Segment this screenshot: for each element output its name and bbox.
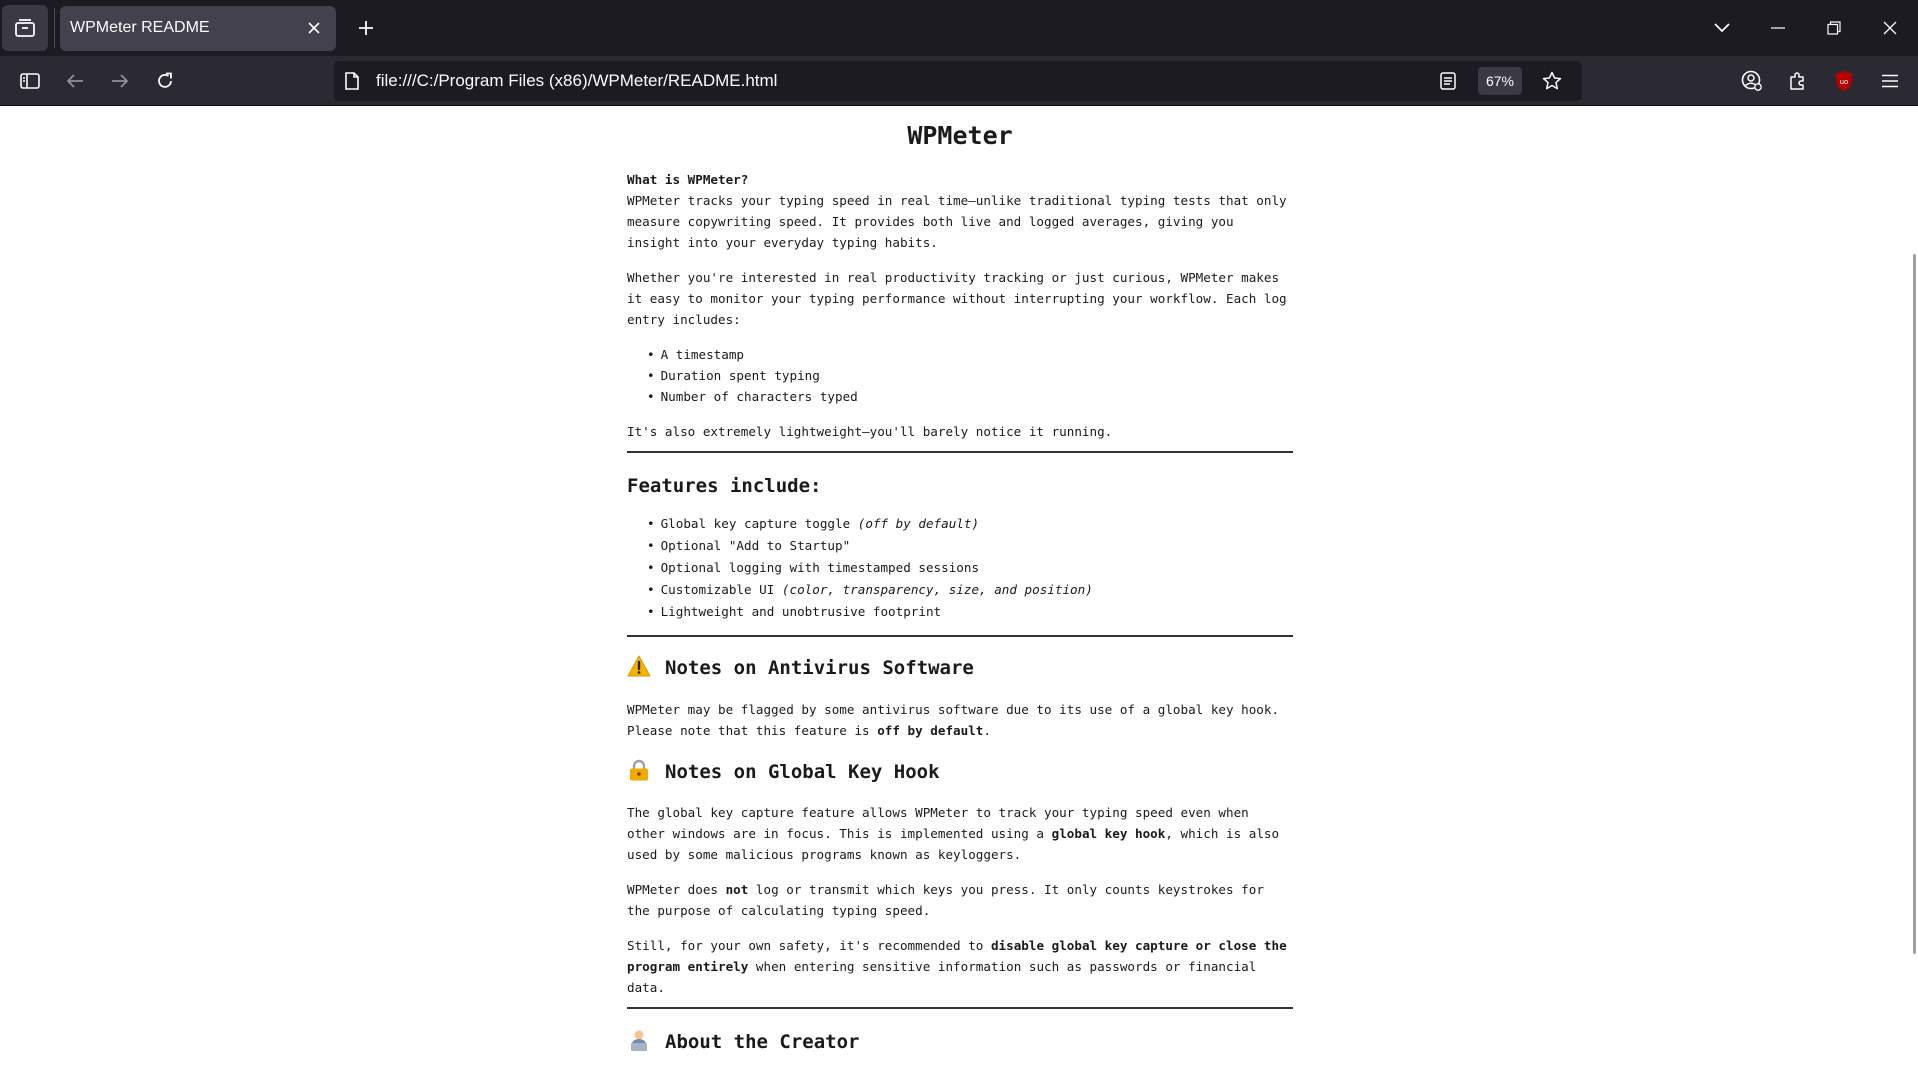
chevron-down-icon [1714, 23, 1730, 33]
address-bar[interactable] [334, 61, 1582, 101]
creator-heading: About the Creator [627, 1029, 1293, 1055]
arrow-right-icon [111, 73, 129, 89]
close-icon [308, 22, 320, 34]
keyhook-paragraph-3: Still, for your own safety, it's recommended to disable global key capture or close the program entirely when entering sensitive information such as passwords or financial data. [627, 938, 1287, 995]
log-entry-list [627, 344, 1293, 407]
url-text[interactable]: file:///C:/Program Files (x86)/WPMeter/README.html [376, 71, 778, 90]
list-item: • Number of characters typed [647, 386, 1293, 407]
list-item: • Lightweight and unobtrusive footprint [647, 601, 1293, 623]
tab-active[interactable] [60, 6, 336, 51]
section-divider [627, 635, 1293, 637]
tab-separator [54, 8, 55, 48]
page-icon [344, 72, 360, 90]
page-viewport[interactable] [0, 106, 1918, 1078]
tab-title: WPMeter README [70, 19, 210, 36]
reader-view-button[interactable] [1428, 61, 1468, 101]
keyhook-paragraph-2: WPMeter does not log or transmit which keys you press. It only counts keystrokes for the purpose of calculating typing speed. [627, 882, 1264, 918]
back-button[interactable] [55, 61, 95, 101]
bookmark-button[interactable] [1532, 61, 1572, 101]
toolbar-right [1726, 61, 1918, 101]
intro-paragraph-1: WPMeter tracks your typing speed in real time—unlike traditional typing tests that only measure copywriting speed. It provides both live and logged averages, giving you insight into your everyday typing habits. [627, 193, 1287, 250]
page-title: WPMeter [907, 121, 1013, 150]
puzzle-icon [1788, 71, 1808, 91]
forward-button[interactable] [100, 61, 140, 101]
reader-view-icon [1440, 72, 1456, 90]
account-icon [1741, 70, 1763, 92]
tab-strip [0, 0, 1918, 56]
intro-paragraph-3: It's also extremely lightweight—you'll barely notice it running. [627, 424, 1113, 439]
star-icon [1542, 71, 1562, 91]
folder-tabs-icon [14, 18, 36, 38]
section-divider [627, 1007, 1293, 1009]
list-item: • A timestamp [647, 344, 1293, 365]
app-menu-button[interactable] [1870, 61, 1910, 101]
list-item: • Customizable UI (color, transparency, size, and position) [647, 579, 1293, 601]
svg-text:uo: uo [1839, 78, 1849, 86]
list-item: • Optional "Add to Startup" [647, 535, 1293, 557]
list-item: • Global key capture toggle (off by default) [647, 513, 1293, 535]
intro-heading: What is WPMeter? [627, 172, 749, 187]
arrow-left-icon [66, 73, 84, 89]
zoom-level-button[interactable]: 67% [1478, 67, 1522, 95]
tab-overview-button[interactable] [2, 5, 48, 51]
ublock-shield-icon [1834, 70, 1854, 92]
tab-close-button[interactable] [302, 16, 326, 40]
list-item: • Duration spent typing [647, 365, 1293, 386]
person-at-computer-icon [627, 1029, 651, 1051]
lock-icon [627, 759, 651, 781]
intro-paragraph-2: Whether you're interested in real productivity tracking or just curious, WPMeter makes it easy to monitor your typing performance without interrupting your workflow. Each log entry includes: [627, 270, 1287, 327]
keyhook-heading: Notes on Global Key Hook [627, 759, 1293, 785]
plus-icon [357, 19, 375, 37]
restore-button[interactable] [1806, 0, 1862, 56]
reload-icon [156, 72, 174, 90]
sidebar-icon [20, 73, 40, 89]
page-scrollbar[interactable] [1913, 254, 1916, 954]
section-divider [627, 451, 1293, 453]
minimize-button[interactable] [1750, 0, 1806, 56]
features-list [627, 513, 1293, 623]
navigation-toolbar [0, 56, 1918, 106]
reload-button[interactable] [145, 61, 185, 101]
close-window-button[interactable] [1862, 0, 1918, 56]
list-item: • Optional logging with timestamped sessions [647, 557, 1293, 579]
features-heading: Features include: [627, 475, 822, 497]
list-all-tabs-button[interactable] [1694, 0, 1750, 56]
keyhook-paragraph-1: The global key capture feature allows WPMeter to track your typing speed even when other windows are in focus. This is implemented using a global key hook, which is also used by some malicious programs known as keyloggers. [627, 805, 1280, 862]
antivirus-heading: Notes on Antivirus Software [627, 655, 1293, 681]
hamburger-menu-icon [1881, 74, 1899, 88]
sidebar-toggle-button[interactable] [10, 61, 50, 101]
close-icon [1883, 21, 1897, 35]
extensions-button[interactable] [1778, 61, 1818, 101]
warning-icon [627, 655, 651, 677]
account-button[interactable] [1732, 61, 1772, 101]
readme-document [627, 106, 1293, 1055]
minimize-icon [1771, 27, 1785, 29]
antivirus-paragraph: WPMeter may be flagged by some antivirus software due to its use of a global key hook. Please note that this feature is off by default. [627, 702, 1280, 738]
restore-icon [1827, 21, 1841, 35]
new-tab-button[interactable] [346, 8, 386, 48]
ublock-origin-button[interactable] [1824, 61, 1864, 101]
